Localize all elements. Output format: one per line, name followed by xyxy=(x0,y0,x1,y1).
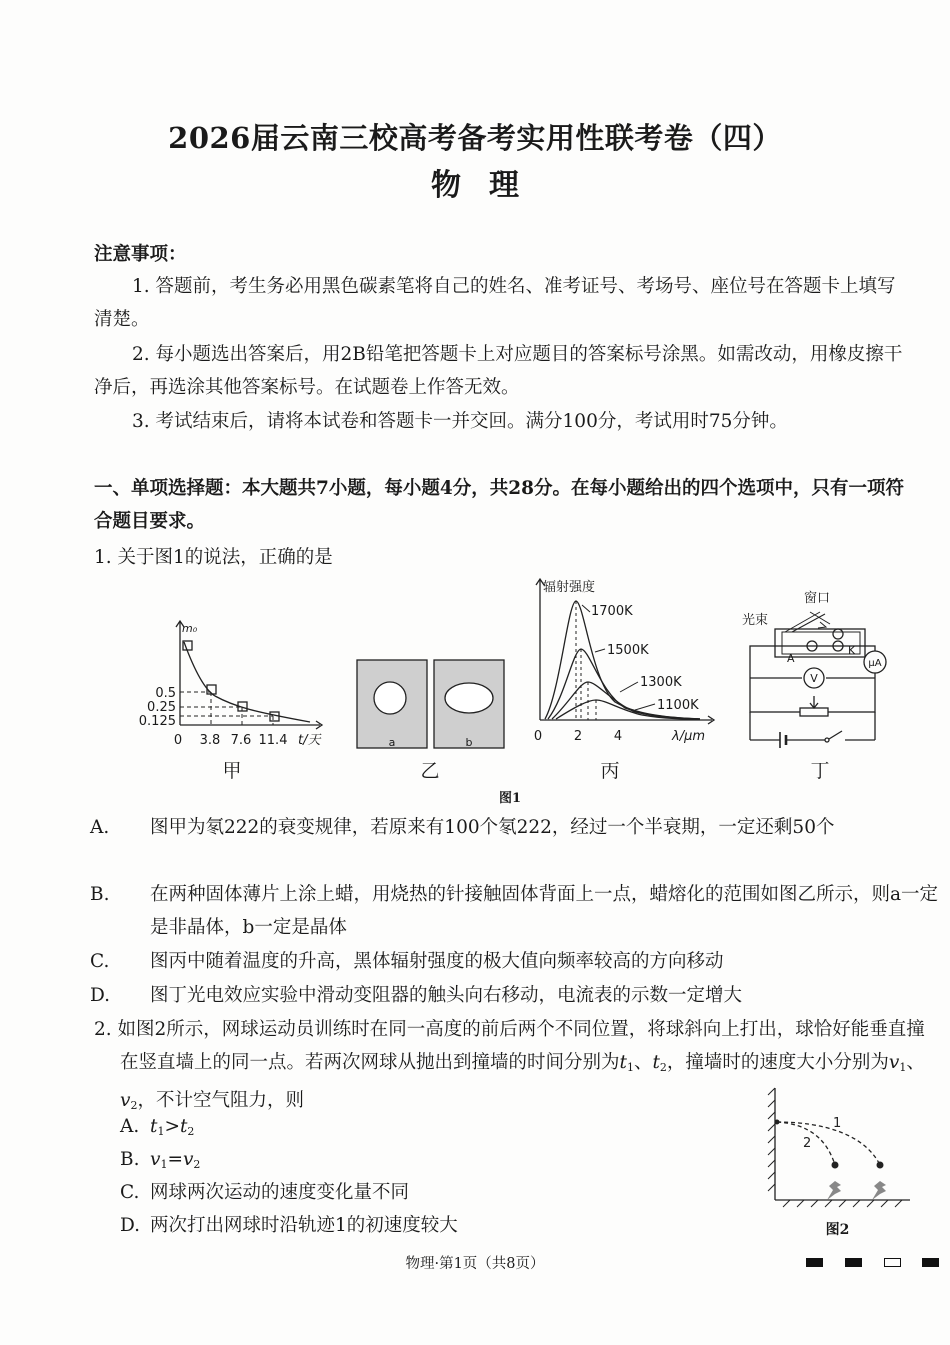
bing-xtick-0: 0 xyxy=(533,729,543,744)
ding-beam-label: 光束 xyxy=(742,613,769,628)
bing-curve-label-1: 1500K xyxy=(607,643,649,658)
figure-1-caption: 图1 xyxy=(498,791,522,806)
bing-xtick-2: 4 xyxy=(613,729,623,744)
figure-2-caption: 图2 xyxy=(825,1222,850,1238)
exam-title: 2026届云南三校高考备考实用性联考卷（四） xyxy=(168,121,782,155)
corner-mark-4 xyxy=(922,1258,939,1267)
ding-voltmeter-label: V xyxy=(810,672,818,685)
yi-melt-circle xyxy=(374,682,406,714)
q1-option-c[interactable] xyxy=(90,945,945,978)
q2-option-b[interactable]: B. $v_1=v_2$ xyxy=(120,1149,201,1171)
panel-label-ding: 丁 xyxy=(810,760,830,782)
q1-option-d-label: D. xyxy=(90,985,111,1006)
q2-option-a[interactable]: A. $t_1>t_2$ xyxy=(120,1116,195,1138)
jia-x-label: t/天 xyxy=(298,733,321,748)
ding-cathode-label: K xyxy=(848,644,856,657)
panel-label-yi: 乙 xyxy=(420,760,440,782)
question-2-stem: 2. 如图2所示，网球运动员训练时在同一高度的前后两个不同位置，将球斜向上打出，球恰好能垂直撞在竖直墙上的同一点。若两次网球从抛出到撞墙的时间分别为$t_1$、$t_2$，撞墙时的速度大小分别为$v_1$、$v_2$，不计空气阻力，则 xyxy=(94,1019,925,1112)
bing-curve-label-2: 1300K xyxy=(640,675,682,690)
q1-option-b-label: B. xyxy=(90,884,110,905)
trajectory-1-label: 1 xyxy=(833,1116,842,1131)
impact-point xyxy=(775,1120,780,1125)
player-1 xyxy=(872,1181,886,1200)
page-footer: 物理·第1页（共8页） xyxy=(405,1256,545,1272)
jia-ytick-2: 0.125 xyxy=(138,714,176,729)
notice-item-2: 2. 每小题选出答案后，用2B铅笔把答题卡上对应题目的答案标号涂黑。如需改动，用橡皮擦干净后，再选涂其他答案标号。在试题卷上作答无效。 xyxy=(94,344,903,398)
bing-curve-label-3: 1100K xyxy=(657,698,699,713)
q1-option-a-text: 图甲为氡222的衰变规律，若原来有100个氡222，经过一个半衰期，一定还剩50个 xyxy=(150,817,835,838)
jia-ytick-1: 0.25 xyxy=(147,700,176,715)
jia-ytick-0: 0.5 xyxy=(155,686,176,701)
q2-option-c[interactable]: C. 网球两次运动的速度变化量不同 xyxy=(120,1182,410,1203)
ding-rheostat xyxy=(800,708,828,716)
wall-hatching xyxy=(768,1088,775,1191)
q1-option-c-text: 图丙中随着温度的升高，黑体辐射强度的极大值向频率较高的方向移动 xyxy=(150,951,724,972)
corner-mark-2 xyxy=(845,1258,862,1267)
yi-label-a: a xyxy=(388,736,396,749)
notice-item-3: 3. 考试结束后，请将本试卷和答题卡一并交回。满分100分，考试用时75分钟。 xyxy=(132,411,788,432)
q1-option-c-label: C. xyxy=(90,951,110,972)
player-2 xyxy=(827,1181,841,1200)
ding-switch xyxy=(825,738,829,742)
yi-label-b: b xyxy=(465,736,473,749)
trajectory-2-label: 2 xyxy=(803,1136,812,1151)
q2-option-d[interactable]: D. 两次打出网球时沿轨迹1的初速度较大 xyxy=(120,1215,458,1236)
ground-hatching xyxy=(783,1200,902,1207)
section-heading: 一、单项选择题：本大题共7小题，每小题4分，共28分。在每小题给出的四个选项中，只有一项符合题目要求。 xyxy=(94,478,904,532)
jia-xtick-1: 3.8 xyxy=(199,733,221,748)
bing-y-label: 辐射强度 xyxy=(543,580,596,595)
q1-option-a[interactable] xyxy=(90,811,945,844)
jia-y-label: m₀ xyxy=(182,622,198,635)
jia-dashes xyxy=(180,692,273,725)
bing-curve-label-0: 1700K xyxy=(591,604,633,619)
figure-2 xyxy=(765,1085,915,1210)
q1-option-d-text: 图丁光电效应实验中滑动变阻器的触头向右移动，电流表的示数一定增大 xyxy=(150,985,743,1006)
corner-mark-1 xyxy=(806,1258,823,1267)
bing-xtick-1: 2 xyxy=(573,729,583,744)
ding-microammeter-label: μA xyxy=(868,658,882,669)
corner-mark-3 xyxy=(884,1258,901,1267)
q1-option-b[interactable] xyxy=(90,878,945,944)
notice-heading: 注意事项： xyxy=(94,244,187,265)
panel-label-jia: 甲 xyxy=(222,760,242,782)
subject-title: 物理 xyxy=(431,168,547,203)
q1-option-d[interactable] xyxy=(90,979,945,1012)
ding-anode-label: A xyxy=(787,652,795,665)
q1-option-a-label: A. xyxy=(90,817,110,838)
bing-x-label: λ/μm xyxy=(672,729,706,744)
ball-2 xyxy=(832,1162,839,1169)
ding-cathode-b xyxy=(833,629,843,639)
ball-1 xyxy=(877,1162,884,1169)
trajectory-1 xyxy=(777,1122,880,1165)
question-1-stem: 1. 关于图1的说法，正确的是 xyxy=(94,547,333,568)
jia-xtick-0: 0 xyxy=(173,733,183,748)
q1-option-b-text: 在两种固体薄片上涂上蜡，用烧热的针接触固体背面上一点，蜡熔化的范围如图乙所示，则a一定是非晶体，b一定是晶体 xyxy=(150,884,939,938)
panel-label-bing: 丙 xyxy=(600,760,620,782)
ding-window-label: 窗口 xyxy=(804,591,831,606)
notice-item-1: 1. 答题前，考生务必用黑色碳素笔将自己的姓名、准考证号、考场号、座位号在答题卡上填写清楚。 xyxy=(94,276,896,330)
jia-xtick-2: 7.6 xyxy=(230,733,252,748)
jia-xtick-3: 11.4 xyxy=(258,733,288,748)
yi-melt-ellipse xyxy=(445,683,493,713)
